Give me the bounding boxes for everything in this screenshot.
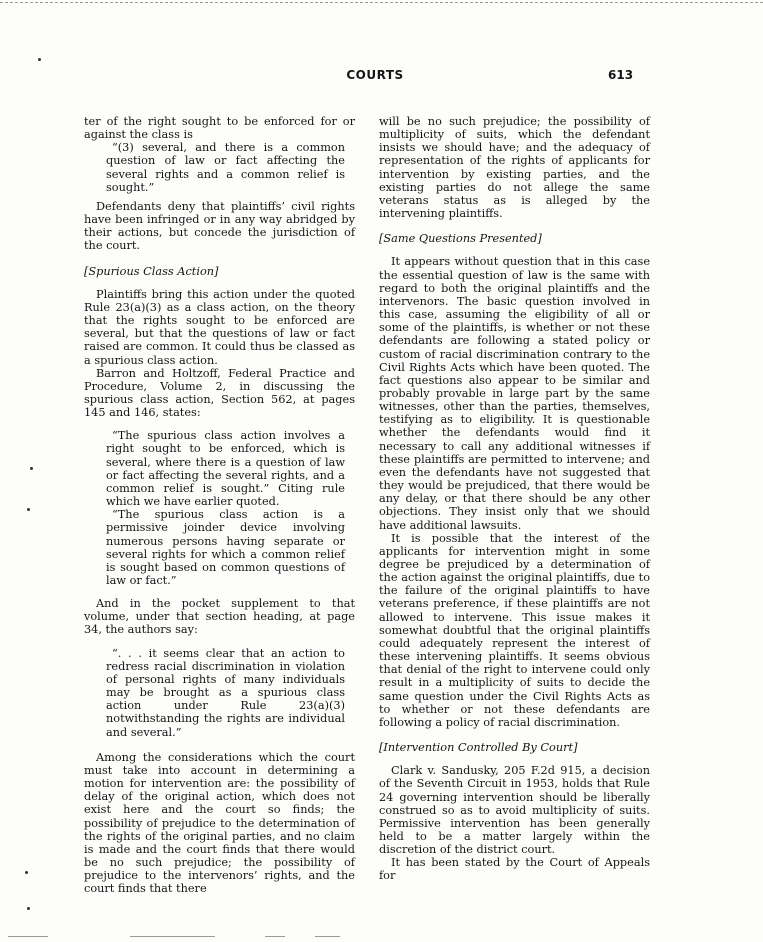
paragraph: Barron and Holtzoff, Federal Practice and Procedure, Volume 2, in discussing the spurious class action, Section 562, at pages 145 and 146, states: bbox=[84, 366, 355, 420]
paragraph: It has been stated by the Court of Appeals for bbox=[379, 856, 650, 883]
footer-rule bbox=[315, 936, 340, 937]
top-border bbox=[0, 2, 763, 3]
scan-speck bbox=[27, 508, 30, 511]
paragraph: ter of the right sought to be enforced for or against the class is bbox=[84, 115, 355, 142]
scan-speck bbox=[27, 907, 30, 910]
scan-speck bbox=[25, 871, 28, 874]
paragraph: Defendants deny that plaintiffs’ civil rights have been infringed or in any way abridged by their actions, but concede the jurisdiction of the court. bbox=[84, 199, 355, 253]
page-number: 613 bbox=[608, 68, 634, 82]
paragraph: And in the pocket supplement to that volume, under that section heading, at page 34, the authors say: bbox=[84, 597, 355, 637]
block-quote: “. . . it seems clear that an action to redress racial discrimination in violation of personal rights of many individuals may be brought as a spurious class action under Rule 23(a)(3) notwithstanding the rights are individual and several.” bbox=[106, 646, 345, 739]
block-quote: “The spurious class action is a permissive joinder device involving numerous persons having separate or several rights for which a common relief is sought based on common questions of law or fact.” bbox=[106, 508, 345, 587]
paragraph: Plaintiffs bring this action under the quoted Rule 23(a)(3) as a class action, on the theory that the rights sought to be enforced are several, but that the questions of law or fact raised are common. It could thus be classed as a spurious class action. bbox=[84, 287, 355, 367]
scan-speck bbox=[30, 467, 33, 470]
footer-rule bbox=[8, 936, 48, 937]
footer-rule bbox=[265, 936, 285, 937]
right-column bbox=[379, 115, 650, 883]
left-column bbox=[84, 115, 355, 895]
scan-speck bbox=[38, 58, 41, 61]
paragraph: It is possible that the interest of the applicants for intervention might in some degree be prejudiced by a determination of the action against the original plaintiffs, due to the failure of the original plaintiffs to have veterans preference, if these plaintiffs are not allowed to intervene. This issue makes it somewhat doubtful that the original plaintiffs could adequately represent the interest of these intervening plaintiffs. It seems obvious that denial of the right to intervene could only result in a multiplicity of suits to decide the same question under the Civil Rights Acts as to whether or not these defendants are following a policy of racial discrimination. bbox=[379, 531, 650, 729]
section-heading: [Spurious Class Action] bbox=[84, 264, 219, 278]
footer-rule bbox=[130, 936, 215, 937]
paragraph: It appears without question that in this case the essential question of law is the same with regard to both the original plaintiffs and the intervenors. The basic question involved in this case, assuming the eligibility of all or some of the plaintiffs, is whether or not these defendants are following a stated policy or custom of racial discrimination contrary to the Civil Rights Acts which have been quoted. The fact questions also appear to be similar and probably provable in large part by the same witnesses, other than the parties, themselves, testifying as to eligibility. It is questionable whether the defendants would find it necessary to call any additional witnesses if these plaintiffs are permitted to intervene; and even the defendants have not suggested that they would be prejudiced, that there would be any delay, or that there should be any other objections. They insist only that we should have additional lawsuits. bbox=[379, 255, 650, 532]
block-quote: “The spurious class action involves a right sought to be enforced, which is several, where there is a question of law or fact affecting the several rights, and a common relief is sought.” Citing rule which we have earlier quoted. bbox=[106, 429, 345, 509]
paragraph: will be no such prejudice; the possibility of multiplicity of suits, which the defendant insists we should have; and the adequacy of representation of the rights of applicants for intervention by existing parties, and the existing parties do not allege the same veterans status as is alleged by the intervening plaintiffs. bbox=[379, 115, 650, 221]
section-heading: [Intervention Controlled By Court] bbox=[379, 741, 578, 755]
paragraph: Clark v. Sandusky, 205 F.2d 915, a decision of the Seventh Circuit in 1953, holds that Rule 24 governing intervention should be liberally construed so as to avoid multiplicity of suits. Permissive intervention has been generally held to be a matter largely within the discretion of the district court. bbox=[379, 764, 650, 857]
running-header-title: COURTS bbox=[346, 68, 404, 82]
paragraph: Among the considerations which the court must take into account in determining a motion for intervention are: the possibility of delay of the original action, which does not exist here and the court so finds; the possibility of prejudice to the determination of the rights of the original parties, and no claim is made and the court finds that there would be no such prejudice; the possibility of prejudice to the intervenors’ rights, and the court finds that there bbox=[84, 750, 355, 896]
section-heading: [Same Questions Presented] bbox=[379, 232, 542, 246]
block-quote: “(3) several, and there is a common question of law or fact affecting the several rights and a common relief is sought.” bbox=[106, 141, 345, 194]
